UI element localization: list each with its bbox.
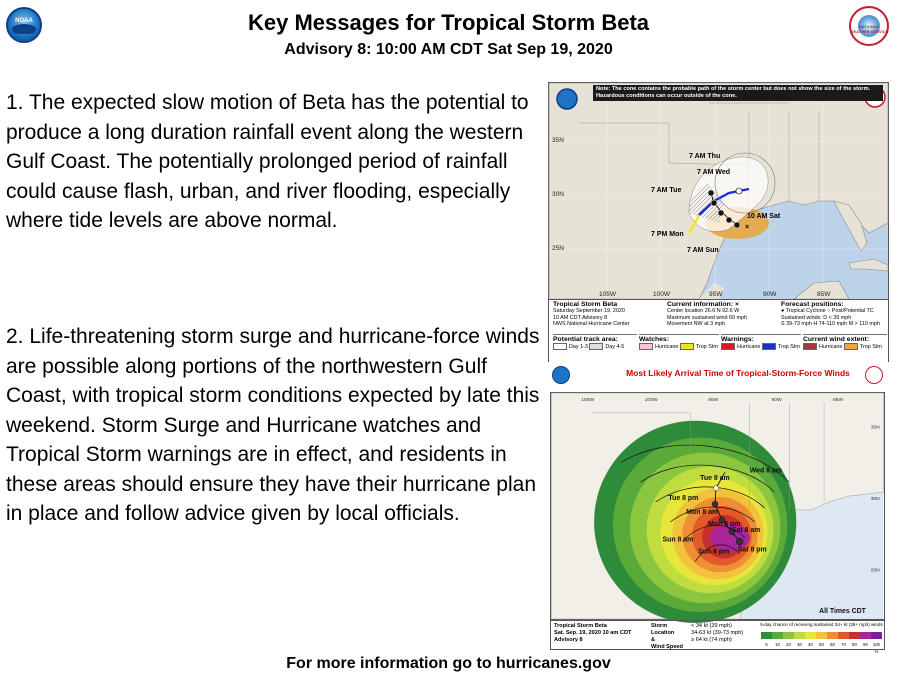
- forecast-label-sun: 7 AM Sun: [687, 247, 719, 254]
- arr-lat-30n: 30N: [870, 497, 880, 503]
- forecast-label-mon: 7 PM Mon: [651, 231, 684, 238]
- arrival-label-tue-pm: Tue 8 pm: [668, 495, 699, 503]
- probability-ticks: [761, 641, 882, 654]
- legend-warning-hurricane: Hurricane: [737, 344, 761, 351]
- prob-swatch: [783, 632, 794, 639]
- arr-legend-storm: Tropical Storm Beta: [554, 623, 607, 629]
- noaa-logo-text: NOAA: [15, 18, 33, 24]
- arrival-label-tue-am: Tue 8 am: [700, 475, 730, 483]
- prob-tick-label: 10: [775, 642, 780, 647]
- legend-extent-hurricane: Hurricane: [819, 344, 843, 351]
- arrival-label-sat-am: Sat 8 am: [731, 526, 761, 534]
- lon-label-85w: 85W: [817, 291, 831, 298]
- lon-label-100w: 100W: [653, 291, 670, 298]
- legend-watch-hurricane: Hurricane: [655, 344, 679, 351]
- svg-text:×: ×: [745, 224, 750, 231]
- arr-legend-wind-speed: Wind Speed: [651, 644, 683, 650]
- legend-wind-extent: Current wind extent:: [803, 336, 870, 343]
- arrival-time-graphic: [548, 364, 889, 654]
- legend-fp2: Sustained winds: D < 39 mph: [781, 314, 852, 321]
- lon-label-95w: 95W: [709, 291, 723, 298]
- cone-map: [549, 83, 888, 299]
- arr-legend-prob-title: 5-day chance of receiving sustained 34+ kt (39+ mph) winds: [760, 622, 883, 627]
- prob-tick-label: 80: [852, 642, 857, 647]
- cone-legend: [549, 299, 888, 362]
- arr-legend-w3: ≥ 64 kt (74 mph): [691, 637, 732, 643]
- arrival-label-wed: Wed 8 am: [749, 467, 782, 475]
- prob-tick-label: 40: [808, 642, 813, 647]
- lon-label-90w: 90W: [763, 291, 777, 298]
- prob-tick-label: 20: [786, 642, 791, 647]
- nws-logo-text: NATIONAL WEATHER SERVICE: [849, 24, 889, 34]
- lat-label-25n: 25N: [552, 245, 564, 252]
- arr-legend-date: Sat. Sep. 19, 2020 10 am CDT: [554, 630, 632, 636]
- arr-legend-storm-location: Storm Location: [651, 623, 675, 636]
- arrival-label-mon-am: Mon 8 am: [686, 508, 719, 516]
- forecast-label-tue: 7 AM Tue: [651, 187, 682, 194]
- prob-tick-label: 60: [830, 642, 835, 647]
- arrival-legend: [550, 620, 885, 654]
- legend-watch-tropstm: Trop Stm: [695, 344, 718, 351]
- prob-tick-label: 5: [765, 642, 768, 647]
- legend-center: NWS National Hurricane Center: [553, 321, 630, 328]
- arr-lon-95w: 95W: [708, 397, 719, 403]
- arr-lat-25n: 25N: [870, 568, 880, 574]
- arrival-label-sun-am: Sun 8 am: [662, 536, 694, 544]
- legend-warning-tropstm: Trop Stm: [777, 344, 800, 351]
- prob-swatch: [794, 632, 805, 639]
- arr-legend-advisory: Advisory 8: [554, 637, 583, 643]
- legend-current-info-title: Current information: ×: [667, 301, 739, 308]
- legend-day45: Day 4-5: [605, 344, 625, 351]
- arr-legend-w2: 34-63 kt (39-73 mph): [691, 630, 744, 636]
- arrival-title: Most Likely Arrival Time of Tropical-Storm-Force Winds: [626, 368, 850, 378]
- legend-fp3: S 39-73 mph H 74-110 mph M > 110 mph: [781, 321, 880, 328]
- lat-label-30n: 30N: [552, 191, 564, 198]
- legend-forecast-title: Forecast positions:: [781, 301, 844, 308]
- prob-swatch: [871, 632, 882, 639]
- prob-tick-label: 30: [797, 642, 802, 647]
- legend-day13: Day 1-3: [569, 344, 588, 351]
- prob-swatch: [827, 632, 838, 639]
- forecast-cone-graphic: [548, 82, 889, 362]
- cone-note: Note: The cone contains the probable path of the storm center but does not show the size of the storm. Hazardous conditions can occur outside of the cone.: [593, 85, 883, 101]
- arr-lon-90w: 90W: [771, 397, 782, 403]
- legend-fp1: ● Tropical Cyclone ○ Post/Potential TC: [781, 308, 874, 315]
- page-subtitle: Advisory 8: 10:00 AM CDT Sat Sep 19, 2020: [284, 41, 613, 58]
- forecast-label-wed: 7 AM Wed: [697, 169, 731, 176]
- prob-tick-label: 50: [819, 642, 824, 647]
- lon-label-105w: 105W: [599, 291, 616, 298]
- prob-swatch: [860, 632, 871, 639]
- prob-tick-label: 90: [863, 642, 868, 647]
- arr-lon-105w: 105W: [581, 397, 595, 403]
- footer-link-text: For more information go to hurricanes.gov: [286, 655, 611, 672]
- prob-swatch: [805, 632, 816, 639]
- arrival-label-sat-pm: Sat 8 pm: [737, 546, 767, 554]
- legend-movement: Movement NW at 3 mph: [667, 321, 726, 328]
- arr-lon-100w: 100W: [644, 397, 658, 403]
- forecast-label-thu: 7 AM Thu: [689, 153, 721, 160]
- page-title: Key Messages for Tropical Storm Beta: [247, 10, 650, 35]
- prob-swatch: [772, 632, 783, 639]
- legend-warnings: Warnings:: [721, 336, 754, 343]
- key-message-1: 1. The expected slow motion of Beta has the potential to produce a long duration rainfall event along the western Gulf Coast. The potentially prolonged period of rainfall could cause flash, urban, and river flooding, especially where tide levels are above normal.: [6, 91, 529, 232]
- legend-date: Saturday September 19, 2020: [553, 308, 625, 315]
- prob-swatch: [849, 632, 860, 639]
- legend-max-wind: Maximum sustained wind 60 mph: [667, 314, 747, 321]
- arrival-label-mon-pm: Mon 8 pm: [708, 520, 741, 528]
- arr-lat-35n: 35N: [870, 425, 880, 431]
- probability-color-bar: [761, 632, 882, 639]
- legend-extent-tropstm: Trop Stm: [859, 344, 882, 351]
- arr-legend-amp: &: [651, 637, 656, 643]
- lat-label-35n: 35N: [552, 137, 564, 144]
- legend-advisory: 10 AM CDT Advisory 8: [553, 314, 608, 321]
- prob-swatch: [816, 632, 827, 639]
- arr-lon-85w: 85W: [832, 397, 844, 403]
- prob-swatch: [838, 632, 849, 639]
- arr-legend-w1: < 34 kt (39 mph): [691, 623, 732, 629]
- legend-watches: Watches:: [639, 336, 669, 343]
- arrival-label-sun-pm: Sun 8 pm: [698, 548, 730, 556]
- arrival-noaa-logo: [552, 366, 570, 384]
- legend-track-area: Potential track area:: [553, 336, 618, 343]
- prob-tick-label: 70: [841, 642, 846, 647]
- prob-swatch: [761, 632, 772, 639]
- forecast-label-sat: 10 AM Sat: [747, 213, 781, 220]
- legend-storm-name: Tropical Storm Beta: [553, 301, 618, 308]
- all-times-label: All Times CDT: [819, 608, 866, 616]
- prob-tick-label: 100 %: [873, 642, 880, 654]
- legend-location: Center location 26.6 N 92.6 W: [667, 308, 740, 315]
- key-message-2: 2. Life-threatening storm surge and hurricane-force winds are possible along portions of the northwestern Gulf Coast, with tropical storm conditions expected by late this weekend. Storm Surge and Hurricane watches and Tropical Storm warnings are in effect, and residents in these areas should ensure they have their hurricane plan in place and follow advice given by local officials.: [6, 325, 540, 525]
- arrival-map: [550, 392, 885, 620]
